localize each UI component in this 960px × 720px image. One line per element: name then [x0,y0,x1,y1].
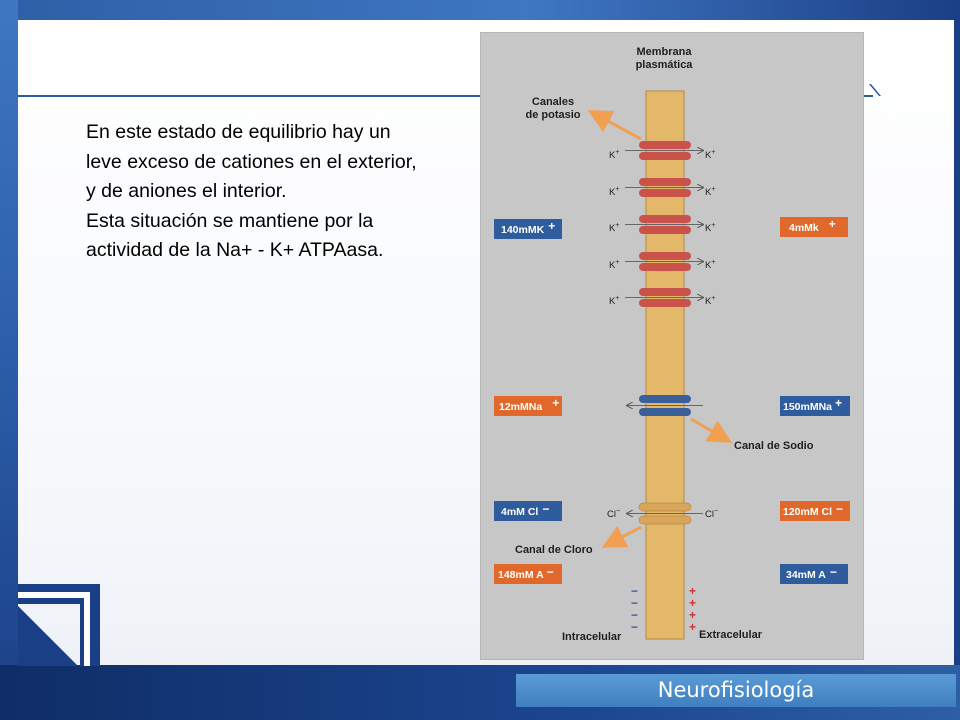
ion-k-label: K+ [609,222,620,234]
corner-decoration [18,584,100,666]
potassium-channel [625,141,703,160]
ion-k-label: K+ [609,295,620,307]
svg-text:−: − [631,596,639,610]
svg-text:−: − [631,608,639,622]
ion-cl-label: Cl− [705,508,719,520]
frame-top-bar [0,0,960,20]
potassium-channels-arrow [593,113,641,139]
frame-left-bar [0,0,18,720]
svg-text:+: + [689,584,697,598]
ion-k-label: K+ [609,259,620,271]
ion-k-label: K+ [609,186,620,198]
chloride-channel-label: Canal de Cloro [515,544,593,556]
body-paragraph-2: Esta situación se mantiene por la actividad de la Na+ - K+ ATPAasa. [86,209,384,261]
inside-cl-value: 4mM Cl [501,506,539,518]
body-text [86,118,426,266]
frame-right-bar [954,0,960,720]
svg-text:140mMK+: 140mMK + [501,219,556,236]
inside-a-value: 148mM A [498,569,544,581]
svg-text:+: + [689,596,697,610]
sodium-channel-label: Canal de Sodio [734,440,814,452]
svg-text:4mMk+: 4mMk + [789,217,836,234]
extracellular-label: Extracelular [699,629,762,641]
svg-text:150mMNa+: 150mMNa + [783,396,843,413]
ion-k-label: K+ [705,222,716,234]
potassium-channel [625,288,703,307]
inside-negative-charges [631,584,638,634]
potassium-channel [625,215,703,234]
chloride-channel-arrow [607,527,641,545]
sodium-channel-arrow [691,419,727,440]
outside-na-value: 150mMNa [783,401,833,413]
inside-k-value: 140mMK [501,224,545,236]
svg-text:120mM Cl−: 120mM Cl − [783,502,844,518]
potassium-channel [625,252,703,271]
svg-text:−: − [631,584,639,598]
plasma-membrane [646,91,684,639]
ion-k-label: K+ [705,186,716,198]
footer-course-label: Neurofisiología [516,674,956,707]
sodium-channel [627,395,703,416]
outside-positive-charges [689,584,696,634]
ion-cl-label: Cl− [607,508,621,520]
membrane-diagram [480,32,864,660]
potassium-channel [625,178,703,197]
chloride-channel [627,503,703,524]
intracellular-label: Intracelular [562,631,622,643]
ion-k-label: K+ [705,149,716,161]
svg-text:+: + [689,608,697,622]
potassium-channels-label-line1: Canales [531,96,575,108]
outside-k-value: 4mMk [789,222,819,234]
ion-k-label: K+ [705,259,716,271]
svg-text:−: − [631,620,639,634]
membrane-title-line2: plasmática [635,59,693,71]
svg-text:12mMNa+: 12mMNa + [499,396,560,413]
svg-text:+: + [689,620,697,634]
ion-k-label: K+ [609,149,620,161]
svg-text:34mM A−: 34mM A − [786,565,837,581]
potassium-channels-label-line2: de potasio [525,109,581,121]
inside-na-value: 12mMNa [499,401,543,413]
outside-a-value: 34mM A [786,569,826,581]
membrane-title-line1: Membrana [636,46,692,58]
body-paragraph-1: En este estado de equilibrio hay un leve exceso de cationes en el exterior, y de aniones el interior. [86,121,417,202]
outside-cl-value: 120mM Cl [783,506,833,518]
ion-k-label: K+ [705,295,716,307]
svg-text:4mM Cl−: 4mM Cl − [501,502,550,518]
svg-text:148mM A−: 148mM A − [498,565,554,581]
